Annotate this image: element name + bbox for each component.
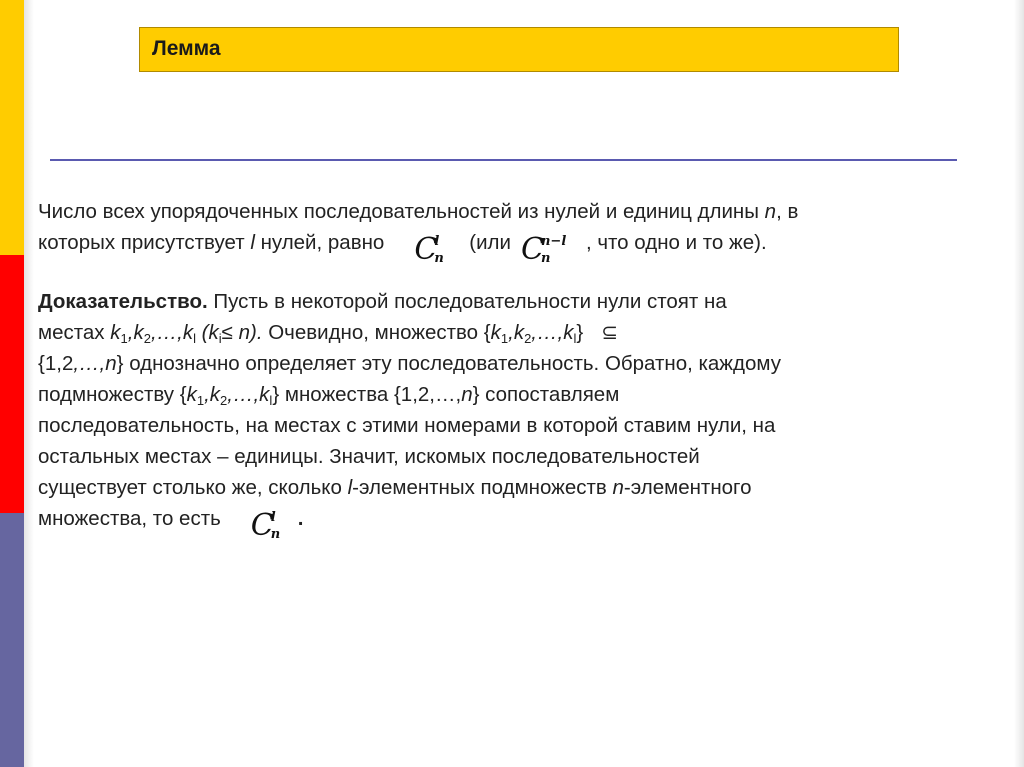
lemma-statement — [38, 196, 978, 267]
proof-text: } сопоставляем — [472, 383, 620, 406]
formula-sub: n — [434, 251, 444, 266]
proof-paragraph — [38, 286, 978, 543]
accent-bar-red — [0, 255, 24, 513]
formula-sub: n — [540, 251, 551, 266]
proof-text: Пусть в некоторой последовательности нули стоят на — [207, 290, 727, 313]
sub-index: 2 — [220, 393, 228, 408]
var-n: n — [461, 383, 473, 406]
var-l: l — [347, 476, 353, 499]
proof-line-4: подмножеству $\{k_1,k_2,\dots,k_l\}$ множества {1,2,…,n} сопоставляем — [38, 383, 620, 408]
proof-text: ,…,n — [73, 352, 117, 375]
sub-index: 1 — [120, 331, 128, 346]
proof-line-5 — [38, 410, 978, 441]
title-divider — [50, 159, 957, 161]
var-k: k — [182, 321, 194, 344]
proof-text: } однозначно определяет эту последовательность. Обратно, каждому — [116, 352, 781, 375]
proof-line-8 — [38, 503, 978, 543]
sub-index: l — [193, 331, 196, 346]
var-n: n — [764, 200, 777, 223]
lemma-text: , что одно и то же). — [585, 231, 767, 254]
ellipsis: ,…, — [531, 321, 564, 344]
ellipsis: ,…, — [150, 321, 183, 344]
proof-line-2: местах $k_1,k_2,\dots,k_l$ $(k_i\le n)$. Очевидно, множество $\{k_1,k_2,\dots,k_l\}$ ⊆ — [38, 320, 618, 346]
sub-index: l — [269, 393, 273, 408]
lemma-text: Число всех упорядоченных последовательностей из нулей и единиц длины — [38, 200, 765, 223]
proof-line-6 — [38, 441, 978, 472]
formula-sup: n−l — [540, 234, 567, 249]
lemma-line-2 — [38, 227, 978, 267]
formula-sup: l — [270, 510, 276, 525]
proof-text: {1,2 — [38, 352, 74, 375]
proof-text: ≤ n). — [221, 321, 263, 344]
right-edge-shadow — [1014, 0, 1024, 767]
formula-letter: C — [520, 232, 542, 267]
proof-text: остальных местах – единицы. Значит, искомых последовательностей — [38, 445, 700, 468]
lemma-text: (или — [469, 231, 511, 254]
lemma-text: нулей, равно — [254, 231, 385, 254]
var-k: k — [563, 321, 574, 344]
sub-index: 1 — [500, 331, 509, 346]
proof-text: подмножеству { — [38, 383, 187, 406]
proof-line-7 — [38, 472, 978, 503]
proof-label: Доказательство. — [38, 290, 208, 313]
proof-text: ( — [195, 321, 209, 344]
accent-bar-blue — [0, 513, 24, 767]
sub-index: 2 — [524, 331, 532, 346]
lemma-line-1 — [38, 196, 978, 227]
subseteq-symbol: ⊆ — [601, 320, 618, 344]
binomial-formula-c-n-l — [250, 508, 281, 544]
lemma-text: , в — [776, 200, 799, 223]
proof-line-1 — [38, 286, 978, 317]
sub-index: 2 — [143, 331, 151, 346]
left-edge-shadow — [24, 0, 34, 767]
proof-text: -элементного — [623, 476, 752, 499]
proof-text: местах — [38, 321, 111, 344]
ellipsis: ,…, — [227, 383, 260, 406]
sub-index: l — [573, 331, 577, 346]
lemma-text: которых присутствует — [38, 231, 251, 254]
var-k: k — [209, 383, 221, 406]
var-n: n — [612, 476, 624, 499]
proof-text: Очевидно, множество { — [262, 321, 491, 344]
proof-text: -элементных подмножеств — [352, 476, 613, 499]
proof-text: } — [576, 321, 584, 344]
title-box — [139, 27, 899, 72]
binomial-formula-c-n-n-minus-l — [520, 232, 567, 268]
proof-text: } множества {1,2,…, — [272, 383, 462, 406]
proof-text: существует столько же, сколько — [38, 476, 348, 499]
var-k: k — [490, 321, 501, 344]
var-k: k — [513, 321, 525, 344]
accent-bar-yellow — [0, 0, 24, 255]
formula-sup: l — [434, 234, 440, 249]
var-k: k — [133, 321, 144, 344]
formula-letter: C — [414, 232, 436, 267]
formula-letter: C — [250, 508, 272, 543]
binomial-formula-c-n-l — [414, 232, 444, 268]
var-l: l — [250, 231, 255, 254]
proof-line-3 — [38, 348, 978, 379]
var-k: k — [110, 321, 121, 344]
sub-index: 1 — [196, 393, 205, 408]
sub-index: i — [218, 331, 222, 346]
var-k: k — [208, 321, 219, 344]
var-k: k — [259, 383, 270, 406]
proof-text: множества, то есть — [38, 507, 221, 530]
proof-text: последовательность, на местах с этими номерами в которой ставим нули, на — [38, 414, 776, 437]
slide-title: Лемма — [152, 37, 221, 60]
end-period: . — [297, 507, 304, 530]
var-k: k — [186, 383, 197, 406]
formula-sub: n — [270, 527, 281, 542]
